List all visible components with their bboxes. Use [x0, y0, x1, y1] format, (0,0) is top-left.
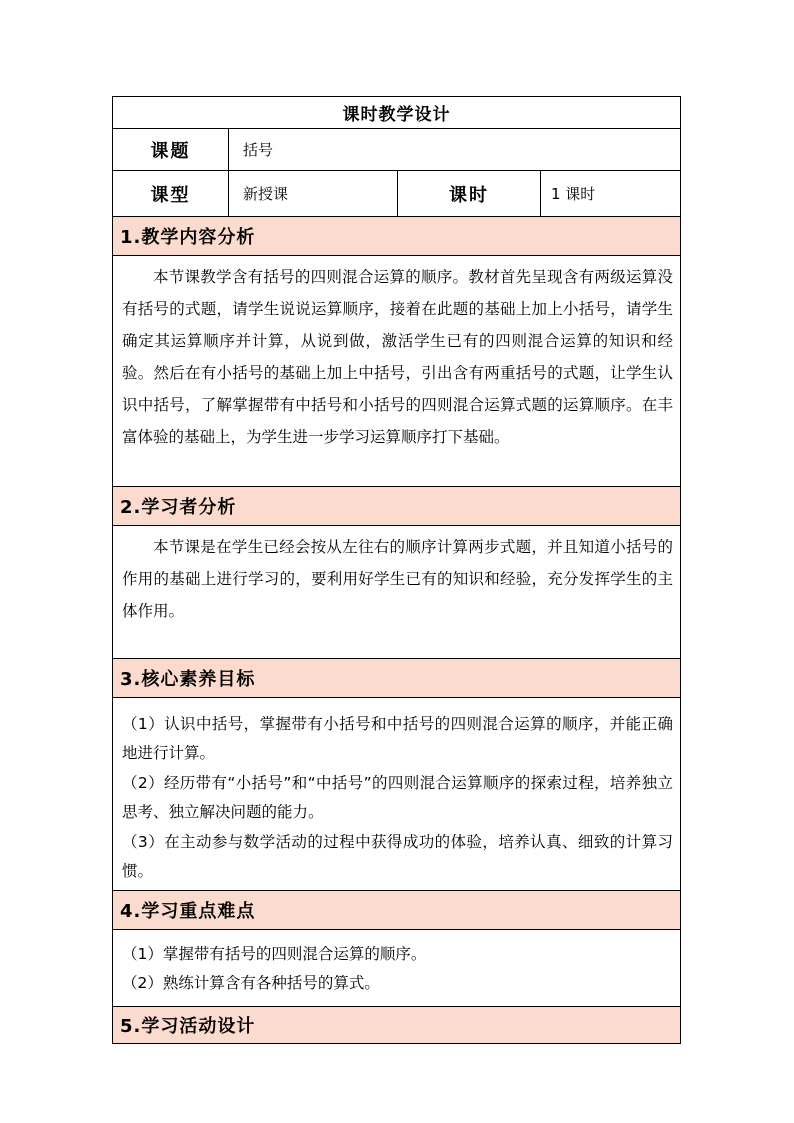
section-body-learner-analysis	[113, 526, 680, 659]
topic-row	[113, 129, 680, 171]
content-analysis-paragraph: 本节课教学含有括号的四则混合运算的顺序。教材首先呈现含有两级运算没有括号的式题，请学生说说运算顺序，接着在此题的基础上加上小括号，请学生确定其运算顺序并计算，从说到做，激活学生已有的四则混合运算的知识和经验。然后在有小括号的基础上加上中括号，引出含有两重括号的式题，让学生认识中括号，了解掌握带有中括号和小括号的四则混合运算式题的运算顺序。在丰富体验的基础上，为学生进一步学习运算顺序打下基础。	[122, 268, 673, 446]
section-heading-key-points: 4.学习重点难点	[113, 891, 680, 930]
goal-item-1: （1）认识中括号，掌握带有小括号和中括号的四则混合运算的顺序，并能正确地进行计算。	[122, 715, 673, 762]
section-body-content-analysis	[113, 256, 680, 487]
period-value: 1 课时	[551, 185, 596, 203]
table-title: 课时教学设计	[113, 97, 680, 129]
topic-value: 括号	[243, 141, 274, 159]
topic-label: 课题	[113, 129, 229, 170]
type-label: 课型	[113, 171, 229, 216]
type-value: 新授课	[229, 171, 398, 216]
lesson-plan-table	[112, 96, 681, 1044]
key-point-item-1: （1）掌握带有括号的四则混合运算的顺序。	[122, 945, 427, 963]
section-body-core-goals	[113, 698, 680, 891]
goal-item-3: （3）在主动参与数学活动的过程中获得成功的体验，培养认真、细致的计算习惯。	[122, 833, 673, 880]
period-label: 课时	[398, 171, 541, 216]
type-row	[113, 171, 680, 217]
section-heading-core-goals: 3.核心素养目标	[113, 659, 680, 698]
learner-analysis-paragraph: 本节课是在学生已经会按从左往右的顺序计算两步式题，并且知道小括号的作用的基础上进行学习的，要利用好学生已有的知识和经验，充分发挥学生的主体作用。	[122, 538, 673, 620]
section-heading-learner-analysis: 2.学习者分析	[113, 487, 680, 526]
goal-item-2: （2）经历带有“小括号”和“中括号”的四则混合运算顺序的探索过程，培养独立思考、独立解决问题的能力。	[122, 774, 673, 821]
key-point-item-2: （2）熟练计算含有各种括号的算式。	[122, 974, 380, 992]
section-heading-activity-design: 5.学习活动设计	[113, 1007, 680, 1043]
section-body-key-points	[113, 930, 680, 1007]
section-heading-content-analysis: 1.教学内容分析	[113, 217, 680, 256]
